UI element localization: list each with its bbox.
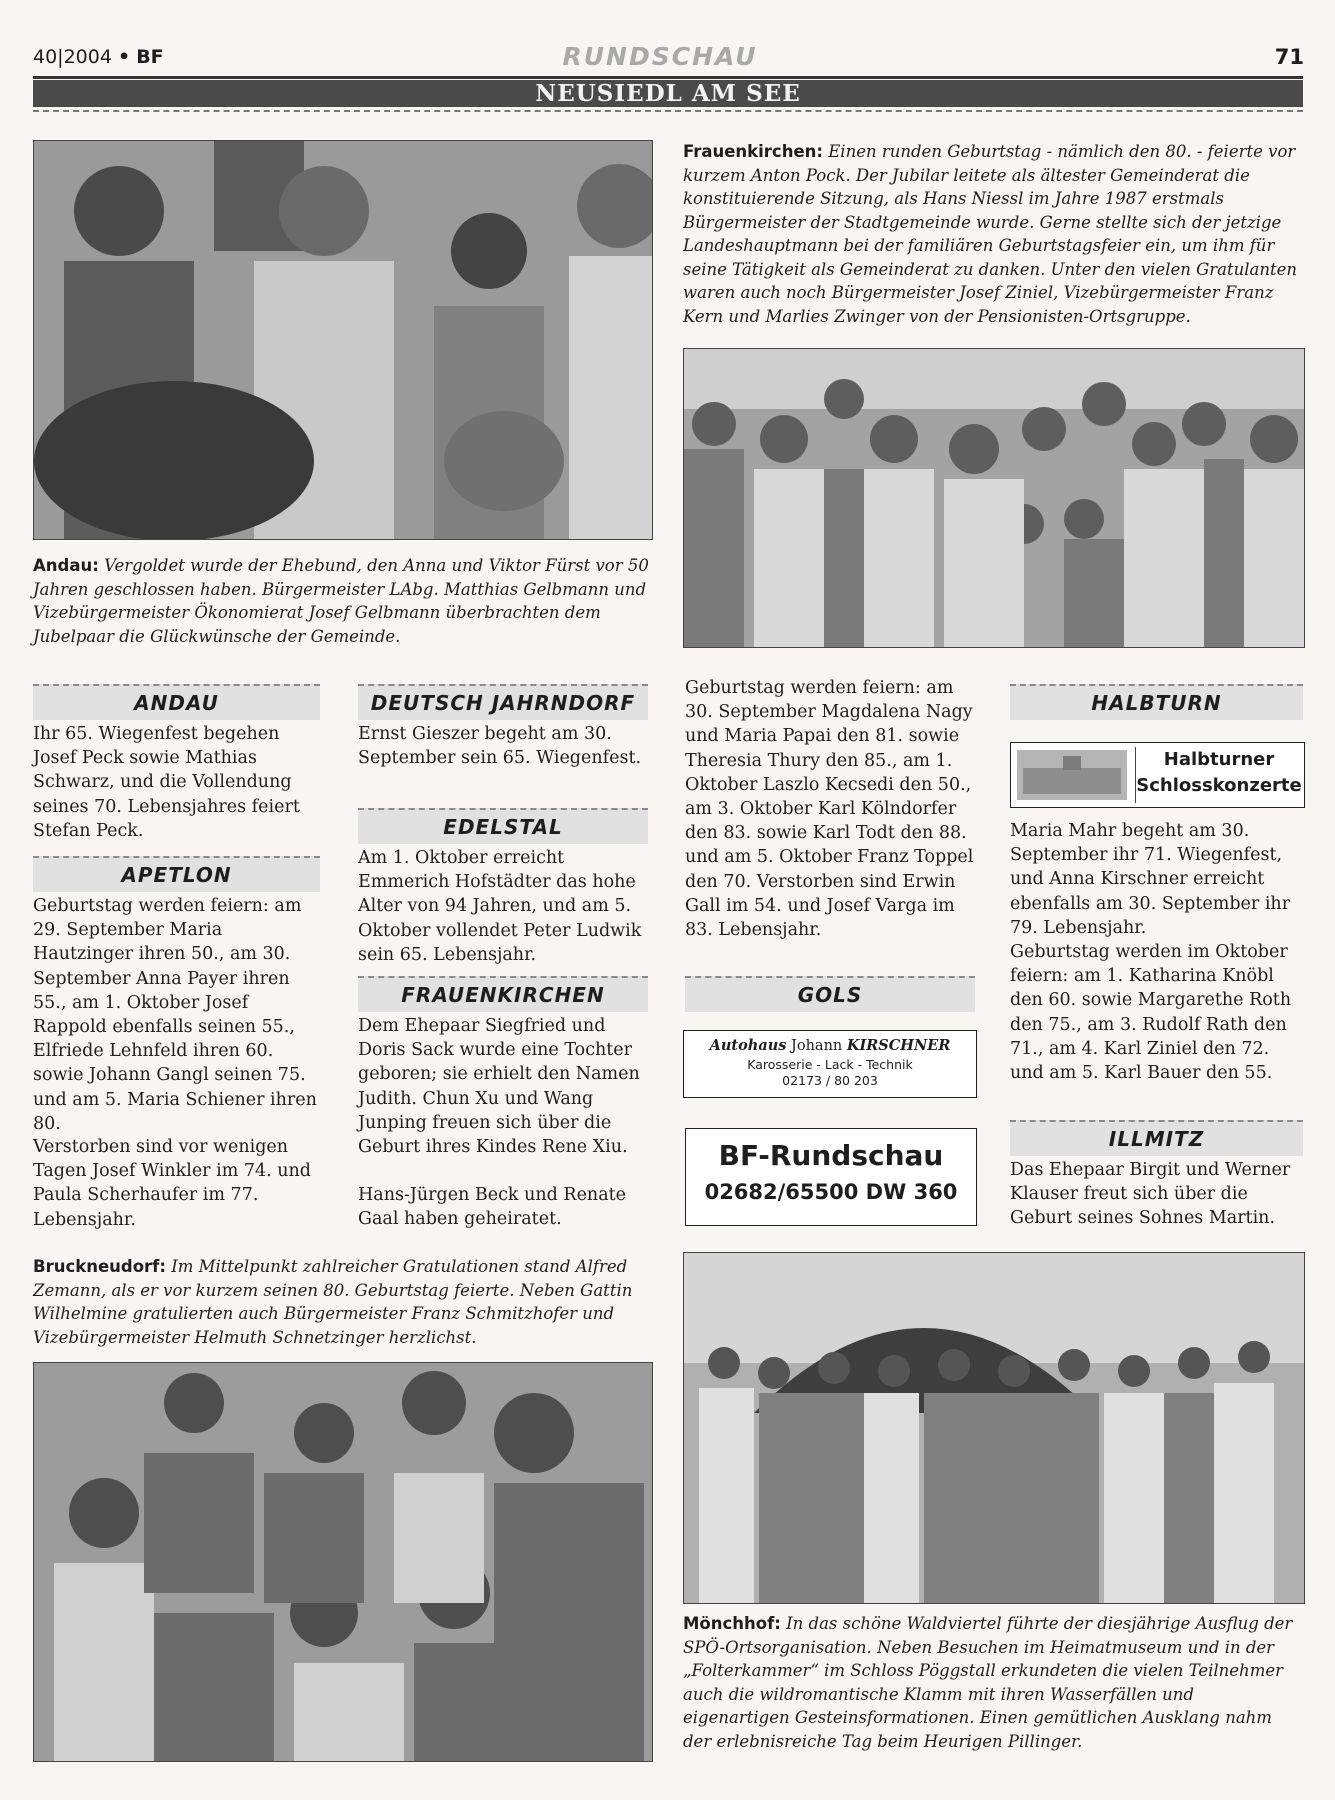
section-text-deutsch-jahrndorf: Ernst Gieszer begeht am 30. September sein 65. Wiegenfest. (358, 724, 642, 769)
section-header-halbturn (1010, 684, 1303, 720)
photo-frauenkirchen-image (684, 349, 1304, 647)
caption-bruckneudorf-text: Im Mittelpunkt zahlreicher Gratulationen stand Alfred Zemann, als er vor kurzem seinen 80. Geburtstag feierte. Neben Gattin Wilhelmine gratulierten auch Bürgermeister Franz Schmitzhofer und Vizebürgermeister Helmuth Schnetzinger herzlichst. (33, 1257, 633, 1347)
ad-kirschner-phone: 02173 / 80 203 (782, 1073, 878, 1088)
section-text-frauenkirchen: Dem Ehepaar Siegfried und Doris Sack wurde eine Tochter geboren; sie erhielt den Namen Judith. Chun Xu und Wang Junping freuen sich über die Geburt ihres Kindes Rene Xiu. (358, 1016, 640, 1158)
section-title-andau: ANDAU (134, 691, 219, 715)
page-header-left (33, 46, 164, 68)
section-title-gols: GOLS (797, 983, 863, 1007)
section-header-gols (685, 976, 975, 1012)
ad-halbturn-text (1135, 747, 1302, 803)
photo-andau-golden-wedding (33, 140, 653, 540)
caption-moenchhof-text: In das schöne Waldviertel führte der diesjährige Ausflug der SPÖ-Ortsorganisation. Neben Besuchen im Heimatmuseum und in der „Folterkammer“ im Schloss Pöggstall erkundeten die vielen Teilnehmer auch die wildromantische Klamm mit ihren Wasserfällen und eigenartigen Gesteinsformationen. Einen gemütlichen Ausklang nahm der erlebnisreiche Tag beim Heurigen Pillinger. (683, 1614, 1293, 1751)
section-text-frauenkirchen-continued: Geburtstag werden feiern: am 30. September Magdalena Nagy und Maria Papai den 81. sowie Theresia Thury den 85., am 1. Oktober Laszlo Kecsedi den 50., am 3. Oktober Karl Kölndorfer den 83. sowie Karl Todt den 88. und am 5. Oktober Franz Toppel den 70. Verstorben sind Erwin Gall im 54. und Josef Varga im 83. Lebensjahr. (685, 678, 974, 941)
photo-bruckneudorf-birthday (33, 1362, 653, 1762)
header-bullet: • (117, 46, 131, 68)
caption-frauenkirchen-place: Frauenkirchen: (683, 142, 824, 161)
ad-kirschner-line1 (684, 1037, 976, 1054)
section-header-illmitz (1010, 1120, 1303, 1156)
photo-frauenkirchen-birthday (683, 348, 1305, 648)
section-title-apetlon: APETLON (121, 863, 232, 887)
section-title-halbturn: HALBTURN (1091, 691, 1222, 715)
ad-halbturn-line2: Schlosskonzerte (1136, 775, 1302, 796)
brand-label: BF (136, 46, 164, 68)
photo-andau-image (34, 141, 652, 539)
section-header-edelstal (358, 808, 648, 844)
section-header-deutsch-jahrndorf (358, 684, 648, 720)
photo-bruckneudorf-image (34, 1363, 652, 1761)
ad-kirschner-firstname: Johann (791, 1038, 843, 1054)
ad-kirschner-autohaus: Autohaus (709, 1037, 787, 1054)
section-text-halbturn: Maria Mahr begeht am 30. September ihr 71. Wiegenfest, und Anna Kirschner erreicht ebenfalls am 30. September ihr 79. Lebensjahr. (1010, 821, 1291, 938)
section-header-andau (33, 684, 320, 720)
caption-moenchhof (683, 1612, 1303, 1753)
section-text-andau: Ihr 65. Wiegenfest begehen Josef Peck sowie Mathias Schwarz, und die Vollendung seines 70. Lebensjahres feiert Stefan Peck. (33, 724, 300, 841)
caption-moenchhof-place: Mönchhof: (683, 1614, 781, 1633)
header-rule (33, 76, 1303, 79)
caption-bruckneudorf (33, 1255, 651, 1349)
section-title-deutsch-jahrndorf: DEUTSCH JAHRNDORF (370, 691, 636, 715)
caption-frauenkirchen-text: Einen runden Geburtstag - nämlich den 80. - feierte vor kurzem Anton Pock. Der Jubilar leitete als ältester Gemeinderat die konstituierende Sitzung, als Hans Niessl im Jahre 1987 erstmals Bürgermeister der Stadtgemeinde wurde. Gerne stellte sich der jetzige Landeshauptmann bei der familiären Geburtstagsfeier ein, um ihm für seine Tätigkeit als Gemeinderat zu danken. Unter den vielen Gratulanten waren auch noch Bürgermeister Josef Ziniel, Vizebürgermeister Franz Kern und Marlies Zwinger von der Pensionisten-Ortsgruppe. (683, 142, 1298, 326)
region-banner (33, 80, 1303, 107)
ad-bf-rundschau (685, 1128, 977, 1226)
issue-number: 40|2004 (33, 46, 112, 68)
section-text-edelstal: Am 1. Oktober erreicht Emmerich Hofstädter das hohe Alter von 94 Jahren, und am 5. Oktober vollendet Peter Ludwik sein 65. Lebensjahr. (358, 848, 642, 965)
castle-thumbnail-icon (1017, 750, 1127, 800)
section-title-illmitz: ILLMITZ (1108, 1127, 1205, 1151)
caption-andau (33, 554, 651, 648)
banner-dashed-rule (33, 110, 1303, 112)
ad-halbturn-concerts (1010, 742, 1305, 808)
caption-frauenkirchen (683, 140, 1303, 328)
section-text-apetlon: Geburtstag werden feiern: am 29. September Maria Hautzinger ihren 50., am 30. September Anna Payer ihren 55., am 1. Oktober Josef Rappold ebenfalls seinen 55., Elfriede Lehnfeld ihren 60. sowie Johann Gangl seinen 75. und am 5. Maria Schiener ihren 80. (33, 896, 317, 1134)
page-number: 71 (1274, 45, 1304, 69)
ad-kirschner-name: KIRSCHNER (846, 1037, 951, 1054)
caption-andau-text: Vergoldet wurde der Ehebund, den Anna und Viktor Fürst vor 50 Jahren geschlossen haben. Bürgermeister LAbg. Matthias Gelbmann und Vizebürgermeister Ökonomierat Josef Gelbmann überbrachten dem Jubelpaar die Glückwünsche der Gemeinde. (33, 556, 649, 646)
ad-bf-rundschau-title: BF-Rundschau (718, 1139, 944, 1172)
ad-bf-rundschau-phone: 02682/65500 DW 360 (704, 1180, 958, 1204)
section-header-frauenkirchen (358, 976, 648, 1012)
caption-bruckneudorf-place: Bruckneudorf: (33, 1257, 166, 1276)
photo-moenchhof-trip (683, 1252, 1305, 1604)
section-title-frauenkirchen: FRAUENKIRCHEN (401, 983, 605, 1007)
section-header-apetlon (33, 856, 320, 892)
section-title: RUNDSCHAU (562, 42, 758, 71)
photo-moenchhof-image (684, 1253, 1304, 1603)
region-title: NEUSIEDL AM SEE (535, 80, 801, 107)
section-text-frauenkirchen-wedding: Hans-Jürgen Beck und Renate Gaal haben geheiratet. (358, 1185, 627, 1230)
ad-halbturn-line1: Halbturner (1163, 749, 1275, 770)
section-text-apetlon-deaths: Verstorben sind vor wenigen Tagen Josef Winkler im 74. und Paula Scherhaufer im 77. Lebensjahr. (33, 1137, 311, 1230)
section-text-illmitz: Das Ehepaar Birgit und Werner Klauser freut sich über die Geburt seines Sohnes Martin. (1010, 1160, 1291, 1229)
ad-kirschner-services: Karosserie - Lack - Technik (747, 1057, 913, 1072)
section-text-halbturn-october: Geburtstag werden im Oktober feiern: am 1. Katharina Knöbl den 60. sowie Margarethe Roth den 75., am 3. Rudolf Rath den 71., am 4. Karl Ziniel den 72. und am 5. Karl Bauer den 55. (1010, 942, 1292, 1084)
caption-andau-place: Andau: (33, 556, 99, 575)
ad-autohaus-kirschner (683, 1030, 977, 1098)
section-title-edelstal: EDELSTAL (443, 815, 563, 839)
